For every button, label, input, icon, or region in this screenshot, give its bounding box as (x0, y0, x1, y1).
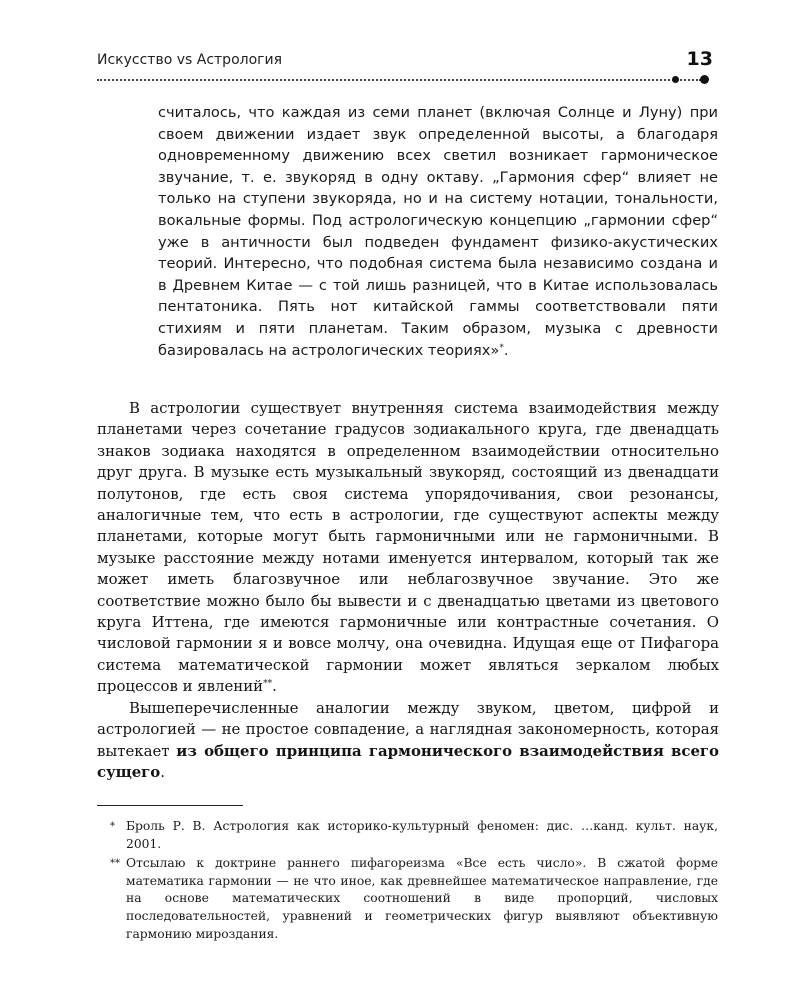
footnote-2-mark: ** (110, 858, 120, 870)
page-number: 13 (686, 48, 713, 70)
footnote-2 (110, 855, 718, 943)
header-dotted-rule (97, 79, 701, 81)
footnote-1-mark: * (110, 821, 115, 832)
header-rule-dot (672, 76, 679, 83)
footnotes (110, 818, 718, 945)
body-paragraph-1 (97, 398, 719, 698)
header-rule-end-dot (700, 75, 709, 84)
paragraph-2-emphasis: из общего принципа гармонического взаимодействия всего сущего (97, 741, 719, 781)
main-text (97, 398, 719, 783)
footnote-2-text: Отсылаю к доктрине раннего пифагореизма «Все есть число». В сжатой форме математика гармонии — не что иное, как древнейшее математическое направление, где на основе математических соотношений в виде пропорций, числовых последовательностей, уравнений и геометрических фигур выявляют объективную гармонию мироздания. (126, 856, 718, 941)
running-title: Искусство vs Астрология (97, 52, 283, 68)
paragraph-1-end: . (272, 677, 277, 696)
quote-paragraph (158, 102, 718, 361)
paragraph-1-text: В астрологии существует внутренняя система взаимодействия между планетами через сочетание градусов зодиакального круга, где двенадцать знаков зодиака находятся в определенном взаимодействии относительно друг друга. В музыке есть музыкальный звукоряд, состоящий из двенадцати полутонов, где есть своя система упорядочивания, свои резонансы, аналогичные тем, что есть в астрологии, где существуют аспекты между планетами, которые могут быть гармоничными или не гармоничными. В музыке расстояние между нотами именуется интервалом, который так же может иметь благозвучное или неблагозвучное звучание. Это же соответствие можно было бы вывести и с двенадцатью цветами из цветового круга Иттена, где имеются гармоничные или контрастные сочетания. О числовой гармонии я и вовсе молчу, она очевидна. Идущая еще от Пифагора система математической гармонии может являться зеркалом любых процессов и явлений (97, 399, 719, 696)
body-paragraph-2 (97, 698, 719, 784)
paragraph-2-end: . (160, 762, 165, 781)
footnote-ref-2: ** (263, 679, 273, 690)
footnote-separator (97, 805, 243, 806)
footnote-1-text: Броль Р. В. Астрология как историко-культурный феномен: дис. …канд. культ. наук, 2001. (126, 819, 718, 851)
footnote-ref-1: * (499, 342, 504, 353)
paragraph-2-text: Вышеперечисленные аналогии между звуком, цветом, цифрой и астрологией — не простое совпадение, а наглядная закономерность, которая вытекает (97, 698, 719, 760)
quote-end-punct: . (503, 341, 509, 359)
block-quote (158, 102, 718, 361)
quote-text: считалось, что каждая из семи планет (включая Солнце и Луну) при своем движении издает звук определенной высоты, а благодаря одновременному движению всех светил возникает гармоническое звучание, т. е. звукоряд в одну октаву. „Гармония сфер“ влияет не только на ступени звукоряда, но и на систему нотации, тональности, вокальные формы. Под астрологическую концепцию „гармонии сфер“ уже в античности был подведен фундамент физико-акустических теорий. Интересно, что подобная система была независимо создана и в Древнем Китае — с той лишь разницей, что в Китае использовалась пентатоника. Пять нот китайской гаммы соответствовали пяти стихиям и пяти планетам. Таким образом, музыка с древности базировалась на астрологических теориях» (158, 104, 718, 359)
running-head (97, 48, 717, 74)
footnote-1 (110, 818, 718, 853)
